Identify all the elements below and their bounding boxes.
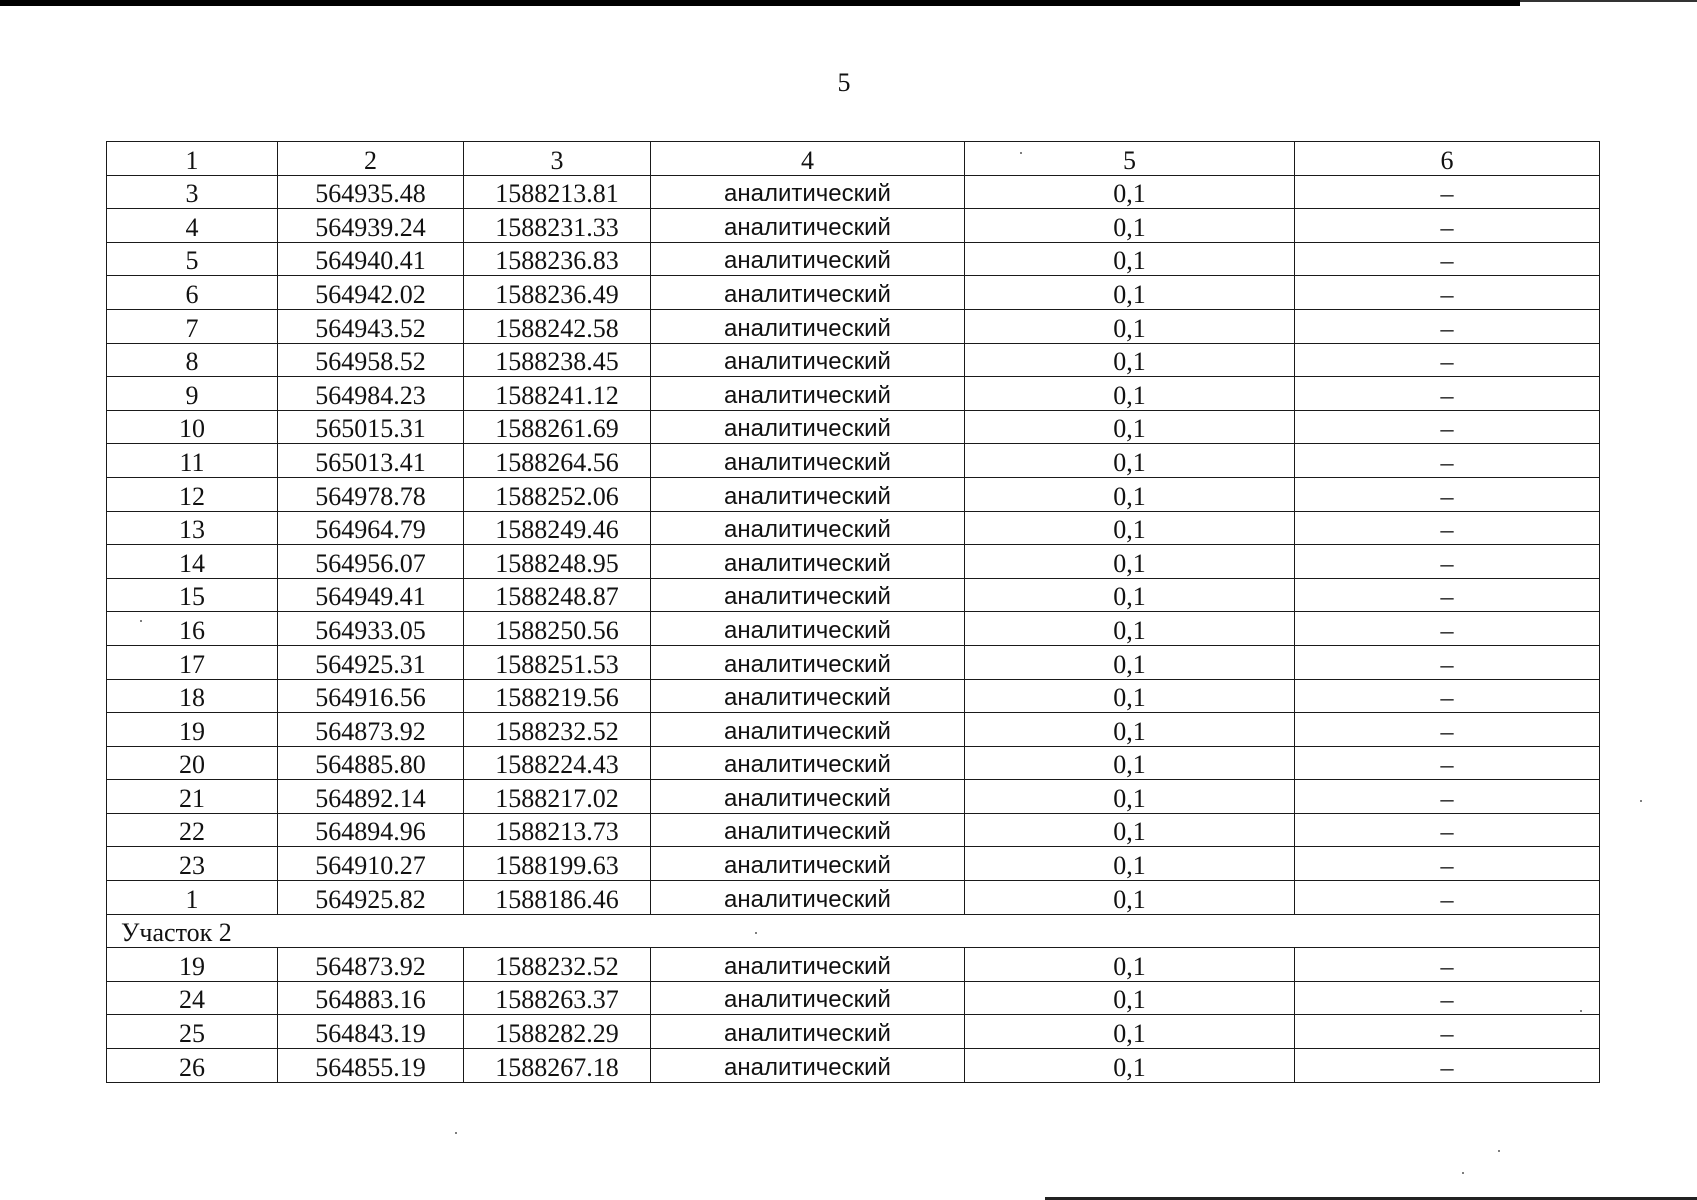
- note-cell: –: [1295, 981, 1600, 1015]
- accuracy-cell: 0,1: [965, 276, 1295, 310]
- table-row: [107, 209, 1600, 243]
- method-cell: аналитический: [651, 242, 965, 276]
- method-cell: аналитический: [651, 612, 965, 646]
- method-cell: аналитический: [651, 511, 965, 545]
- y-coordinate-cell: 1588250.56: [464, 612, 651, 646]
- accuracy-cell: 0,1: [965, 477, 1295, 511]
- y-coordinate-cell: 1588282.29: [464, 1015, 651, 1049]
- scan-speck: [1580, 1010, 1582, 1012]
- table-body: [107, 142, 1600, 1083]
- section-title: Участок 2: [107, 914, 1600, 948]
- table-row: [107, 410, 1600, 444]
- method-cell: аналитический: [651, 645, 965, 679]
- note-cell: –: [1295, 477, 1600, 511]
- accuracy-cell: 0,1: [965, 242, 1295, 276]
- y-coordinate-cell: 1588231.33: [464, 209, 651, 243]
- accuracy-cell: 0,1: [965, 679, 1295, 713]
- method-cell: аналитический: [651, 209, 965, 243]
- table-row: [107, 578, 1600, 612]
- accuracy-cell: 0,1: [965, 1049, 1295, 1083]
- method-cell: аналитический: [651, 410, 965, 444]
- accuracy-cell: 0,1: [965, 713, 1295, 747]
- point-number-cell: 14: [107, 545, 278, 579]
- note-cell: –: [1295, 1049, 1600, 1083]
- method-cell: аналитический: [651, 813, 965, 847]
- method-cell: аналитический: [651, 847, 965, 881]
- accuracy-cell: 0,1: [965, 410, 1295, 444]
- header-cell: 6: [1295, 142, 1600, 176]
- y-coordinate-cell: 1588213.73: [464, 813, 651, 847]
- accuracy-cell: 0,1: [965, 813, 1295, 847]
- method-cell: аналитический: [651, 746, 965, 780]
- point-number-cell: 7: [107, 309, 278, 343]
- table-row: [107, 746, 1600, 780]
- table-row: [107, 1049, 1600, 1083]
- point-number-cell: 15: [107, 578, 278, 612]
- x-coordinate-cell: 564943.52: [278, 309, 464, 343]
- y-coordinate-cell: 1588249.46: [464, 511, 651, 545]
- x-coordinate-cell: 564939.24: [278, 209, 464, 243]
- scan-speck: [1498, 1150, 1500, 1152]
- point-number-cell: 9: [107, 377, 278, 411]
- method-cell: аналитический: [651, 780, 965, 814]
- note-cell: –: [1295, 545, 1600, 579]
- point-number-cell: 24: [107, 981, 278, 1015]
- accuracy-cell: 0,1: [965, 309, 1295, 343]
- method-cell: аналитический: [651, 881, 965, 915]
- scan-speck: [140, 620, 142, 622]
- note-cell: –: [1295, 276, 1600, 310]
- accuracy-cell: 0,1: [965, 545, 1295, 579]
- scan-edge-top-tail: [1520, 0, 1697, 2]
- method-cell: аналитический: [651, 948, 965, 982]
- point-number-cell: 6: [107, 276, 278, 310]
- note-cell: –: [1295, 780, 1600, 814]
- method-cell: аналитический: [651, 377, 965, 411]
- table-row: [107, 175, 1600, 209]
- table-row: [107, 713, 1600, 747]
- table-row: [107, 645, 1600, 679]
- point-number-cell: 26: [107, 1049, 278, 1083]
- accuracy-cell: 0,1: [965, 511, 1295, 545]
- note-cell: –: [1295, 847, 1600, 881]
- note-cell: –: [1295, 578, 1600, 612]
- x-coordinate-cell: 564964.79: [278, 511, 464, 545]
- note-cell: –: [1295, 343, 1600, 377]
- x-coordinate-cell: 564925.31: [278, 645, 464, 679]
- x-coordinate-cell: 565013.41: [278, 444, 464, 478]
- point-number-cell: 23: [107, 847, 278, 881]
- note-cell: –: [1295, 645, 1600, 679]
- table-row: [107, 377, 1600, 411]
- table-row: [107, 981, 1600, 1015]
- note-cell: –: [1295, 242, 1600, 276]
- table-row: [107, 612, 1600, 646]
- table-row: [107, 545, 1600, 579]
- point-number-cell: 17: [107, 645, 278, 679]
- x-coordinate-cell: 564925.82: [278, 881, 464, 915]
- y-coordinate-cell: 1588238.45: [464, 343, 651, 377]
- note-cell: –: [1295, 377, 1600, 411]
- x-coordinate-cell: 564873.92: [278, 713, 464, 747]
- y-coordinate-cell: 1588248.87: [464, 578, 651, 612]
- note-cell: –: [1295, 713, 1600, 747]
- method-cell: аналитический: [651, 713, 965, 747]
- y-coordinate-cell: 1588263.37: [464, 981, 651, 1015]
- note-cell: –: [1295, 746, 1600, 780]
- note-cell: –: [1295, 1015, 1600, 1049]
- method-cell: аналитический: [651, 545, 965, 579]
- accuracy-cell: 0,1: [965, 948, 1295, 982]
- method-cell: аналитический: [651, 981, 965, 1015]
- x-coordinate-cell: 564892.14: [278, 780, 464, 814]
- scan-edge-top: [0, 0, 1520, 6]
- accuracy-cell: 0,1: [965, 578, 1295, 612]
- method-cell: аналитический: [651, 477, 965, 511]
- accuracy-cell: 0,1: [965, 343, 1295, 377]
- method-cell: аналитический: [651, 578, 965, 612]
- table-row: [107, 780, 1600, 814]
- note-cell: –: [1295, 444, 1600, 478]
- accuracy-cell: 0,1: [965, 175, 1295, 209]
- accuracy-cell: 0,1: [965, 1015, 1295, 1049]
- method-cell: аналитический: [651, 276, 965, 310]
- note-cell: –: [1295, 612, 1600, 646]
- accuracy-cell: 0,1: [965, 746, 1295, 780]
- y-coordinate-cell: 1588264.56: [464, 444, 651, 478]
- note-cell: –: [1295, 511, 1600, 545]
- accuracy-cell: 0,1: [965, 209, 1295, 243]
- x-coordinate-cell: 564942.02: [278, 276, 464, 310]
- table-header-row: [107, 142, 1600, 176]
- note-cell: –: [1295, 679, 1600, 713]
- point-number-cell: 25: [107, 1015, 278, 1049]
- x-coordinate-cell: 564883.16: [278, 981, 464, 1015]
- x-coordinate-cell: 564910.27: [278, 847, 464, 881]
- table-row: [107, 477, 1600, 511]
- table-row: [107, 881, 1600, 915]
- coordinates-table: [106, 141, 1600, 1083]
- y-coordinate-cell: 1588242.58: [464, 309, 651, 343]
- x-coordinate-cell: 564984.23: [278, 377, 464, 411]
- method-cell: аналитический: [651, 679, 965, 713]
- method-cell: аналитический: [651, 175, 965, 209]
- note-cell: –: [1295, 813, 1600, 847]
- x-coordinate-cell: 564855.19: [278, 1049, 464, 1083]
- table-row: [107, 242, 1600, 276]
- accuracy-cell: 0,1: [965, 981, 1295, 1015]
- note-cell: –: [1295, 948, 1600, 982]
- accuracy-cell: 0,1: [965, 645, 1295, 679]
- point-number-cell: 19: [107, 948, 278, 982]
- x-coordinate-cell: 564916.56: [278, 679, 464, 713]
- point-number-cell: 21: [107, 780, 278, 814]
- table-row: [107, 309, 1600, 343]
- y-coordinate-cell: 1588236.83: [464, 242, 651, 276]
- y-coordinate-cell: 1588213.81: [464, 175, 651, 209]
- point-number-cell: 5: [107, 242, 278, 276]
- point-number-cell: 1: [107, 881, 278, 915]
- point-number-cell: 18: [107, 679, 278, 713]
- point-number-cell: 13: [107, 511, 278, 545]
- method-cell: аналитический: [651, 1049, 965, 1083]
- note-cell: –: [1295, 881, 1600, 915]
- accuracy-cell: 0,1: [965, 881, 1295, 915]
- note-cell: –: [1295, 175, 1600, 209]
- y-coordinate-cell: 1588267.18: [464, 1049, 651, 1083]
- accuracy-cell: 0,1: [965, 377, 1295, 411]
- point-number-cell: 22: [107, 813, 278, 847]
- note-cell: –: [1295, 309, 1600, 343]
- scan-speck: [455, 1132, 457, 1134]
- table-row: [107, 511, 1600, 545]
- y-coordinate-cell: 1588241.12: [464, 377, 651, 411]
- x-coordinate-cell: 564978.78: [278, 477, 464, 511]
- x-coordinate-cell: 564958.52: [278, 343, 464, 377]
- note-cell: –: [1295, 410, 1600, 444]
- table-row: [107, 343, 1600, 377]
- header-cell: 4: [651, 142, 965, 176]
- point-number-cell: 19: [107, 713, 278, 747]
- header-cell: 3: [464, 142, 651, 176]
- section-row: [107, 914, 1600, 948]
- method-cell: аналитический: [651, 343, 965, 377]
- header-cell: 5: [965, 142, 1295, 176]
- point-number-cell: 8: [107, 343, 278, 377]
- accuracy-cell: 0,1: [965, 612, 1295, 646]
- y-coordinate-cell: 1588251.53: [464, 645, 651, 679]
- y-coordinate-cell: 1588219.56: [464, 679, 651, 713]
- header-cell: 2: [278, 142, 464, 176]
- y-coordinate-cell: 1588248.95: [464, 545, 651, 579]
- x-coordinate-cell: 564843.19: [278, 1015, 464, 1049]
- page-number: 5: [837, 68, 851, 97]
- y-coordinate-cell: 1588261.69: [464, 410, 651, 444]
- table-row: [107, 679, 1600, 713]
- scan-speck: [1640, 800, 1642, 802]
- x-coordinate-cell: 564949.41: [278, 578, 464, 612]
- table-row: [107, 948, 1600, 982]
- x-coordinate-cell: 564894.96: [278, 813, 464, 847]
- point-number-cell: 11: [107, 444, 278, 478]
- y-coordinate-cell: 1588232.52: [464, 713, 651, 747]
- table-row: [107, 847, 1600, 881]
- x-coordinate-cell: 564873.92: [278, 948, 464, 982]
- x-coordinate-cell: 564935.48: [278, 175, 464, 209]
- x-coordinate-cell: 564956.07: [278, 545, 464, 579]
- x-coordinate-cell: 564940.41: [278, 242, 464, 276]
- accuracy-cell: 0,1: [965, 847, 1295, 881]
- x-coordinate-cell: 564933.05: [278, 612, 464, 646]
- table-row: [107, 813, 1600, 847]
- accuracy-cell: 0,1: [965, 444, 1295, 478]
- table-row: [107, 276, 1600, 310]
- note-cell: –: [1295, 209, 1600, 243]
- scan-speck: [1020, 152, 1022, 154]
- y-coordinate-cell: 1588232.52: [464, 948, 651, 982]
- y-coordinate-cell: 1588186.46: [464, 881, 651, 915]
- scan-speck: [755, 932, 757, 934]
- accuracy-cell: 0,1: [965, 780, 1295, 814]
- scan-speck: [1462, 1172, 1464, 1174]
- point-number-cell: 20: [107, 746, 278, 780]
- method-cell: аналитический: [651, 309, 965, 343]
- point-number-cell: 12: [107, 477, 278, 511]
- y-coordinate-cell: 1588224.43: [464, 746, 651, 780]
- point-number-cell: 3: [107, 175, 278, 209]
- x-coordinate-cell: 565015.31: [278, 410, 464, 444]
- x-coordinate-cell: 564885.80: [278, 746, 464, 780]
- table-row: [107, 444, 1600, 478]
- method-cell: аналитический: [651, 1015, 965, 1049]
- header-cell: 1: [107, 142, 278, 176]
- y-coordinate-cell: 1588236.49: [464, 276, 651, 310]
- table-row: [107, 1015, 1600, 1049]
- y-coordinate-cell: 1588252.06: [464, 477, 651, 511]
- y-coordinate-cell: 1588199.63: [464, 847, 651, 881]
- point-number-cell: 10: [107, 410, 278, 444]
- method-cell: аналитический: [651, 444, 965, 478]
- point-number-cell: 16: [107, 612, 278, 646]
- y-coordinate-cell: 1588217.02: [464, 780, 651, 814]
- point-number-cell: 4: [107, 209, 278, 243]
